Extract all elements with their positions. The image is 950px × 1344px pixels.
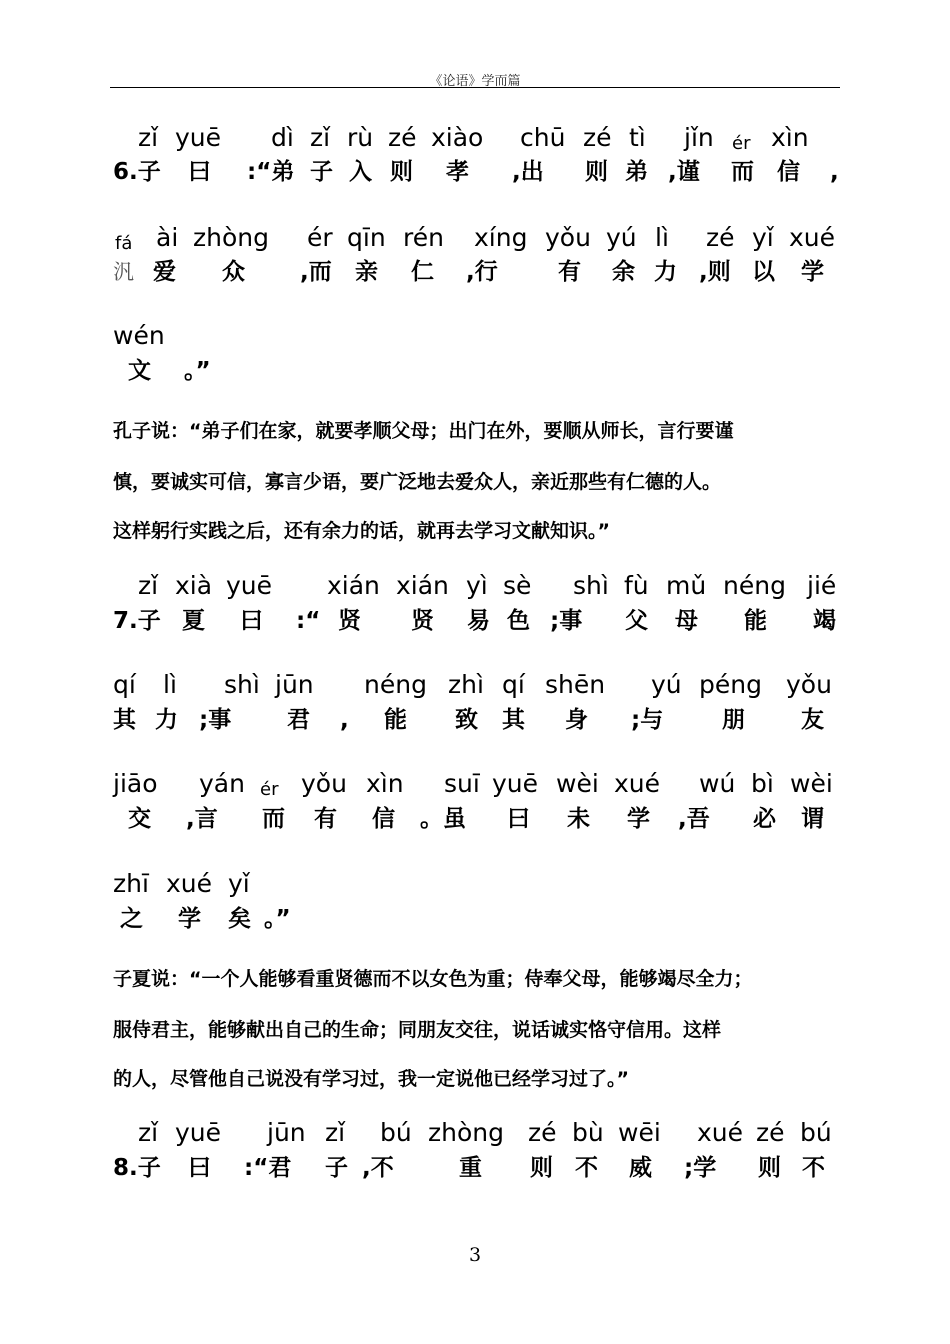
verse8-pinyin-line1: [0, 1115, 950, 1151]
pinyin: wèi: [790, 769, 833, 798]
pinyin: bù: [572, 1118, 604, 1147]
pinyin: jiāo: [113, 769, 158, 798]
hanzi: ;事: [199, 707, 232, 733]
verse6-hanzi-line3: [0, 353, 950, 389]
hanzi: 文: [128, 358, 151, 384]
pinyin: zé: [583, 123, 612, 152]
hanzi: 则: [530, 1155, 553, 1181]
hanzi: 必: [753, 806, 776, 832]
pinyin: zǐ: [138, 1118, 159, 1147]
hanzi: :“: [296, 608, 321, 634]
hanzi: 众: [222, 259, 245, 285]
verse7-hanzi-line3: [0, 801, 950, 837]
verse7-pinyin-line2: [0, 667, 950, 703]
pinyin: zhì: [448, 670, 484, 699]
hanzi: :“君: [244, 1155, 292, 1181]
hanzi: 色: [507, 608, 530, 634]
hanzi: 入: [349, 159, 372, 185]
pinyin: yú: [651, 670, 682, 699]
hanzi: 学: [801, 259, 824, 285]
pinyin: ér: [732, 133, 751, 154]
pinyin: yì: [466, 571, 488, 600]
pinyin: xué: [614, 769, 661, 798]
hanzi: 之: [120, 906, 143, 932]
hanzi: 重: [459, 1155, 482, 1181]
pinyin: péng: [699, 670, 762, 699]
pinyin: dì: [271, 123, 294, 152]
pinyin: yuē: [226, 571, 273, 600]
pinyin: shì: [224, 670, 260, 699]
pinyin: zé: [528, 1118, 557, 1147]
hanzi: ,: [830, 159, 839, 185]
hanzi: 爱: [153, 259, 176, 285]
verse7-translation-line1: 子夏说：“一个人能够看重贤德而不以女色为重；侍奉父母，能够竭尽全力；: [113, 968, 753, 990]
verse7-hanzi-line1: [0, 603, 950, 639]
pinyin: suī: [444, 769, 480, 798]
pinyin: wèi: [556, 769, 599, 798]
hanzi: ,谨: [668, 159, 700, 185]
hanzi: 力: [654, 259, 677, 285]
hanzi: 曰: [188, 1155, 211, 1181]
pinyin: ài: [156, 223, 179, 252]
hanzi: 致: [455, 707, 478, 733]
pinyin: qīn: [347, 223, 386, 252]
hanzi: 贤: [338, 608, 361, 634]
hanzi: 则: [585, 159, 608, 185]
hanzi: 其: [502, 707, 525, 733]
hanzi: 学: [627, 806, 650, 832]
pinyin: yú: [606, 223, 637, 252]
hanzi: 竭: [813, 608, 836, 634]
hanzi: 弟: [625, 159, 648, 185]
pinyin: zhī: [113, 869, 149, 898]
pinyin: néng: [364, 670, 427, 699]
pinyin: rù: [347, 123, 374, 152]
hanzi: 7.子: [113, 608, 161, 634]
pinyin: zǐ: [310, 123, 331, 152]
pinyin: zhòng: [428, 1118, 504, 1147]
hanzi: 曰: [507, 806, 530, 832]
pinyin: bú: [380, 1118, 412, 1147]
hanzi: 君: [287, 707, 310, 733]
hanzi: 身: [565, 707, 588, 733]
pinyin: zé: [706, 223, 735, 252]
pinyin: xìn: [366, 769, 404, 798]
hanzi: 而: [731, 159, 754, 185]
hanzi: 子: [310, 159, 333, 185]
hanzi: 能: [744, 608, 767, 634]
pinyin: qí: [113, 670, 136, 699]
hanzi: ,言: [186, 806, 218, 832]
hanzi: 不: [802, 1155, 825, 1181]
hanzi: 父: [625, 608, 648, 634]
hanzi: 交: [128, 806, 151, 832]
pinyin: bì: [751, 769, 774, 798]
hanzi: ;与: [631, 707, 664, 733]
pinyin: yuē: [175, 123, 222, 152]
verse6-pinyin-line1: [0, 120, 950, 156]
pinyin: qí: [502, 670, 525, 699]
pinyin: zǐ: [138, 123, 159, 152]
verse6-pinyin-line3: [0, 318, 950, 354]
verse7-pinyin-line4: [0, 866, 950, 902]
hanzi: 汎: [113, 260, 134, 284]
hanzi: 8.子: [113, 1155, 161, 1181]
pinyin: xíng: [474, 223, 528, 252]
verse6-hanzi-line2: [0, 254, 950, 290]
hanzi: 孝: [446, 159, 469, 185]
verse7-translation-line2: 服侍君主，能够献出自己的生命；同朋友交往，说话诚实恪守信用。这样: [113, 1019, 722, 1041]
hanzi: 谓: [801, 806, 824, 832]
hanzi: 学: [178, 906, 201, 932]
verse6-hanzi-line1: [0, 154, 950, 190]
pinyin: jǐn: [684, 123, 714, 152]
pinyin: xià: [175, 571, 213, 600]
running-header: 《论语》学而篇: [429, 74, 521, 89]
pinyin: wēi: [618, 1118, 661, 1147]
hanzi: ,不: [362, 1155, 394, 1181]
hanzi: 威: [629, 1155, 652, 1181]
hanzi: 朋: [722, 707, 745, 733]
pinyin: jūn: [267, 1118, 306, 1147]
pinyin: yǐ: [228, 869, 250, 898]
hanzi: ,: [340, 707, 349, 733]
verse7-hanzi-line4: [0, 901, 950, 937]
verse6-translation-line1: 孔子说：“弟子们在家，就要孝顺父母；出门在外，要顺从师长，言行要谨: [113, 420, 734, 442]
pinyin: shēn: [545, 670, 606, 699]
pinyin: yǐ: [752, 223, 774, 252]
pinyin: fù: [624, 571, 649, 600]
pinyin: fá: [115, 233, 133, 254]
pinyin: zhòng: [193, 223, 269, 252]
hanzi: 友: [801, 707, 824, 733]
pinyin: mǔ: [666, 571, 707, 600]
hanzi: 余: [612, 259, 635, 285]
hanzi: 力: [155, 707, 178, 733]
pinyin: ér: [307, 223, 333, 252]
verse7-pinyin-line3: [0, 766, 950, 802]
pinyin: yǒu: [301, 769, 347, 798]
hanzi: ,而: [300, 259, 332, 285]
pinyin: yǒu: [545, 223, 591, 252]
pinyin: yǒu: [786, 670, 832, 699]
pinyin: lì: [163, 670, 177, 699]
hanzi: 子: [325, 1155, 348, 1181]
hanzi: :“弟: [247, 159, 295, 185]
pinyin: xué: [166, 869, 213, 898]
pinyin: rén: [403, 223, 444, 252]
pinyin: xìn: [771, 123, 809, 152]
pinyin: jié: [807, 571, 837, 600]
hanzi: ,吾: [678, 806, 710, 832]
hanzi: 夏: [182, 608, 205, 634]
hanzi: 以: [752, 259, 775, 285]
pinyin: sè: [503, 571, 532, 600]
pinyin: wén: [113, 321, 165, 350]
hanzi: 信: [777, 159, 800, 185]
pinyin: zǐ: [138, 571, 159, 600]
hanzi: 则: [390, 159, 413, 185]
hanzi: 曰: [188, 159, 211, 185]
pinyin: jūn: [275, 670, 314, 699]
pinyin: chū: [520, 123, 566, 152]
pinyin: xué: [697, 1118, 744, 1147]
hanzi: 未: [567, 806, 590, 832]
pinyin: zé: [388, 123, 417, 152]
hanzi: 能: [384, 707, 407, 733]
hanzi: 有: [314, 806, 337, 832]
hanzi: 不: [575, 1155, 598, 1181]
verse6-pinyin-line2: [0, 220, 950, 256]
pinyin: néng: [723, 571, 786, 600]
verse6-translation-line2: 慎，要诚实可信，寡言少语，要广泛地去爱众人，亲近那些有仁德的人。: [113, 471, 722, 493]
hanzi: ,出: [512, 159, 544, 185]
hanzi: 仁: [411, 259, 434, 285]
header-rule: [110, 87, 840, 88]
hanzi: 。”: [184, 358, 211, 384]
hanzi: 。虽: [420, 806, 466, 832]
hanzi: ,则: [699, 259, 731, 285]
hanzi: 贤: [411, 608, 434, 634]
pinyin: zǐ: [325, 1118, 346, 1147]
pinyin: lì: [655, 223, 669, 252]
hanzi: 6.子: [113, 159, 161, 185]
verse8-hanzi-line1: [0, 1150, 950, 1186]
verse6-translation-line3: 这样躬行实践之后，还有余力的话，就再去学习文献知识。”: [113, 520, 610, 542]
hanzi: ;学: [684, 1155, 717, 1181]
hanzi: 其: [113, 707, 136, 733]
hanzi: 矣: [228, 906, 251, 932]
pinyin: bú: [800, 1118, 832, 1147]
pinyin: shì: [573, 571, 609, 600]
verse7-translation-line3: 的人，尽管他自己说没有学习过，我一定说他已经学习过了。”: [113, 1068, 629, 1090]
page-number: 3: [468, 1244, 482, 1266]
pinyin: xián: [327, 571, 380, 600]
pinyin: zé: [756, 1118, 785, 1147]
pinyin: yán: [199, 769, 245, 798]
hanzi: 信: [372, 806, 395, 832]
pinyin: tì: [629, 123, 646, 152]
hanzi: 亲: [355, 259, 378, 285]
pinyin: wú: [699, 769, 736, 798]
hanzi: 而: [262, 806, 285, 832]
hanzi: 曰: [240, 608, 263, 634]
pinyin: yuē: [492, 769, 539, 798]
pinyin: xián: [396, 571, 449, 600]
verse7-pinyin-line1: [0, 568, 950, 604]
verse7-hanzi-line2: [0, 702, 950, 738]
hanzi: 。”: [264, 906, 291, 932]
hanzi: 有: [558, 259, 581, 285]
hanzi: ;事: [550, 608, 583, 634]
pinyin: xué: [789, 223, 836, 252]
pinyin: yuē: [175, 1118, 222, 1147]
hanzi: 母: [675, 608, 698, 634]
pinyin: xiào: [431, 123, 484, 152]
pinyin: ér: [260, 779, 279, 800]
hanzi: 易: [467, 608, 490, 634]
hanzi: 则: [758, 1155, 781, 1181]
hanzi: ,行: [466, 259, 498, 285]
